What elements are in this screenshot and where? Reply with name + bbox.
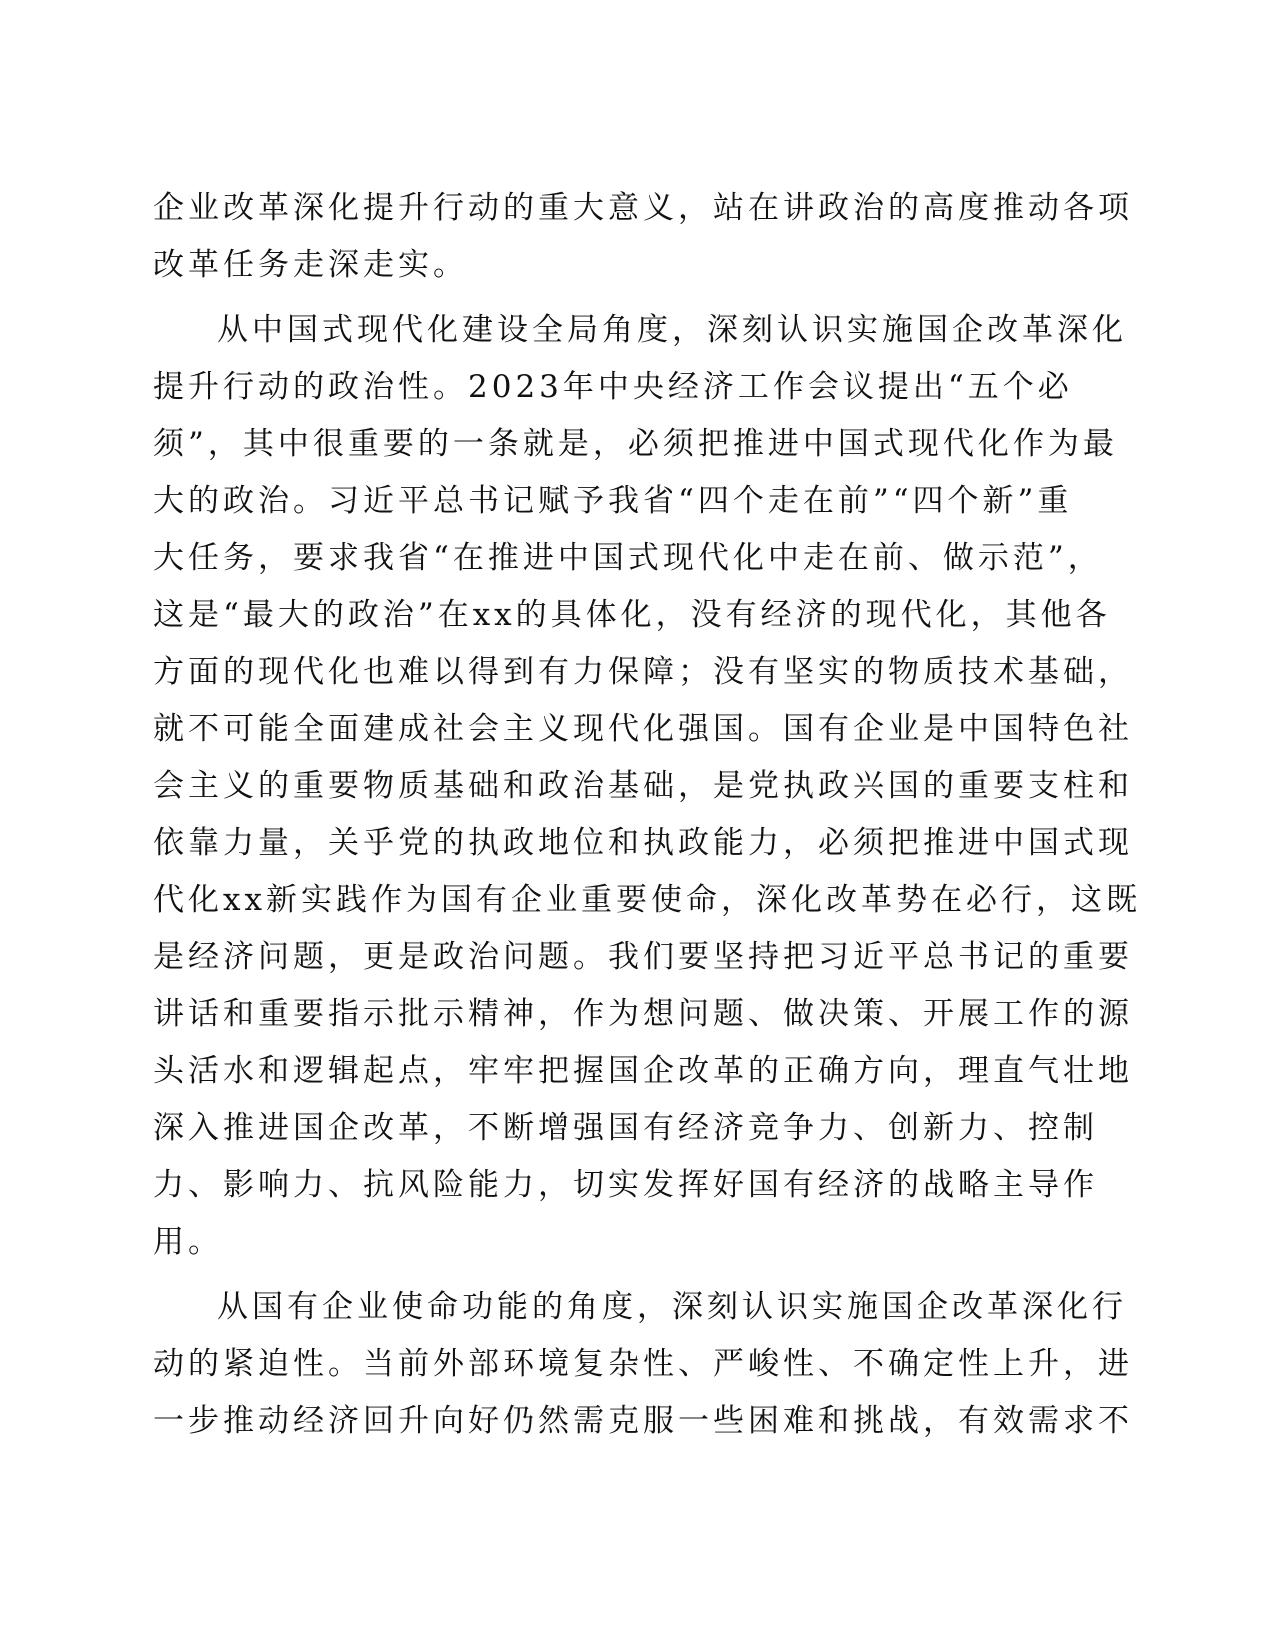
paragraph-1 bbox=[153, 180, 1133, 294]
text-line: 大的政治。习近平总书记赋予我省“四个走在前”“四个新”重 bbox=[153, 483, 1073, 519]
text-line: 会主义的重要物质基础和政治基础，是党执政兴国的重要支柱和 bbox=[153, 768, 1133, 804]
text-line: 深入推进国企改革，不断增强国有经济竞争力、创新力、控制 bbox=[153, 1110, 1098, 1146]
text-line: 代化xx新实践作为国有企业重要使命，深化改革势在必行，这既 bbox=[153, 882, 1141, 918]
text-line: 一步推动经济回升向好仍然需克服一些困难和挑战，有效需求不 bbox=[153, 1403, 1133, 1439]
text-line: 是经济问题，更是政治问题。我们要坚持把习近平总书记的重要 bbox=[153, 939, 1133, 975]
text-line: 用。 bbox=[153, 1224, 223, 1260]
text-line: 这是“最大的政治”在xx的具体化，没有经济的现代化，其他各 bbox=[153, 597, 1111, 633]
text-line: 就不可能全面建成社会主义现代化强国。国有企业是中国特色社 bbox=[153, 711, 1133, 747]
text-line: 动的紧迫性。当前外部环境复杂性、严峻性、不确定性上升，进 bbox=[153, 1346, 1133, 1382]
text-line: 改革任务走深走实。 bbox=[153, 247, 468, 283]
text-line: 依靠力量，关乎党的执政地位和执政能力，必须把推进中国式现 bbox=[153, 825, 1133, 861]
text-line: 讲话和重要指示批示精神，作为想问题、做决策、开展工作的源 bbox=[153, 996, 1133, 1032]
paragraph-3 bbox=[153, 1279, 1133, 1450]
text-line: 企业改革深化提升行动的重大意义，站在讲政治的高度推动各项 bbox=[153, 190, 1133, 226]
text-line: 方面的现代化也难以得到有力保障；没有坚实的物质技术基础， bbox=[153, 654, 1133, 690]
text-line: 从中国式现代化建设全局角度，深刻认识实施国企改革深化 bbox=[217, 312, 1127, 348]
text-line: 须”，其中很重要的一条就是，必须把推进中国式现代化作为最 bbox=[153, 426, 1118, 462]
text-line: 提升行动的政治性。2023年中央经济工作会议提出“五个必 bbox=[153, 369, 1073, 405]
text-line: 从国有企业使命功能的角度，深刻认识实施国企改革深化行 bbox=[217, 1289, 1127, 1325]
text-line: 头活水和逻辑起点，牢牢把握国企改革的正确方向，理直气壮地 bbox=[153, 1053, 1133, 1089]
paragraph-2 bbox=[153, 302, 1141, 1271]
text-line: 大任务，要求我省“在推进中国式现代化中走在前、做示范”， bbox=[153, 540, 1103, 576]
body-text bbox=[153, 180, 1141, 1450]
text-line: 力、影响力、抗风险能力，切实发挥好国有经济的战略主导作 bbox=[153, 1167, 1098, 1203]
